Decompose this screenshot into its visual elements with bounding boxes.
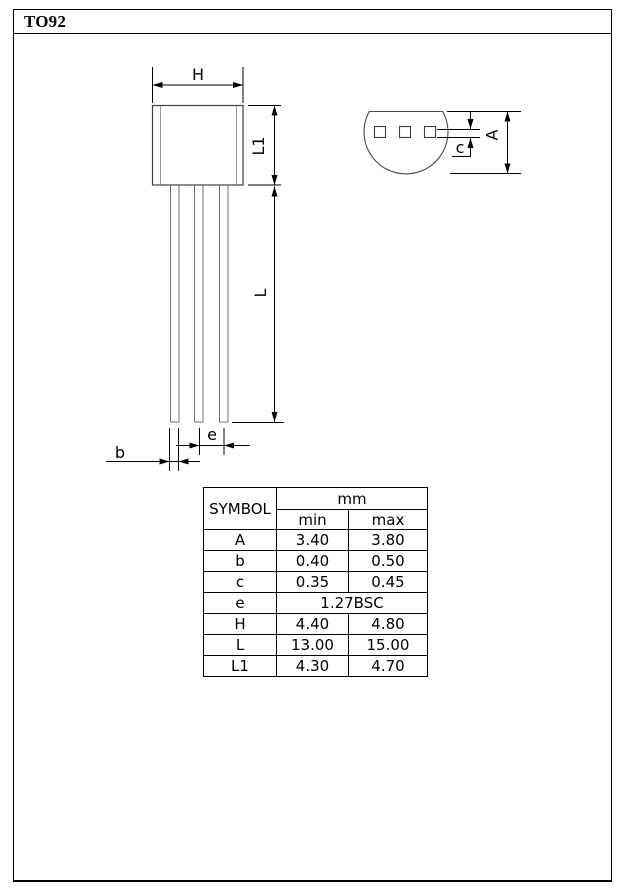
table-row-A xyxy=(204,530,428,551)
lead-1 xyxy=(171,185,180,422)
min-cell: 13.00 xyxy=(277,635,349,656)
c-dimension xyxy=(452,112,471,157)
symbol-cell: H xyxy=(204,614,277,635)
package-body xyxy=(153,106,244,186)
page-title: TO92 xyxy=(24,12,67,31)
h-label: H xyxy=(191,65,205,84)
max-cell: 4.70 xyxy=(349,656,428,677)
front-view xyxy=(106,65,284,471)
b-label: b xyxy=(114,443,126,462)
a-label: A xyxy=(482,129,502,141)
top-view-outline xyxy=(364,112,448,174)
min-cell: 4.40 xyxy=(277,614,349,635)
table-header-max: max xyxy=(349,510,428,530)
lead-cross-section-1 xyxy=(375,127,386,138)
h-dimension xyxy=(153,65,244,103)
lead-3 xyxy=(220,185,229,422)
value-cell: 1.27BSC xyxy=(277,593,428,614)
l-label: L xyxy=(251,288,270,298)
lead-cross-section-2 xyxy=(400,127,411,138)
symbol-cell: L1 xyxy=(204,656,277,677)
table-row-H xyxy=(204,614,428,635)
table-header-unit: mm xyxy=(277,488,428,510)
max-cell: 4.80 xyxy=(349,614,428,635)
symbol-cell: L xyxy=(204,635,277,656)
l1-dimension xyxy=(248,106,281,186)
lead-cross-section-3 xyxy=(425,127,436,138)
c-label: c xyxy=(455,138,465,157)
min-cell: 4.30 xyxy=(277,656,349,677)
table-row-b xyxy=(204,551,428,572)
max-cell: 3.80 xyxy=(349,530,428,551)
table-row-L1 xyxy=(204,656,428,677)
max-cell: 0.50 xyxy=(349,551,428,572)
symbol-cell: b xyxy=(204,551,277,572)
l1-label: L1 xyxy=(249,136,268,156)
max-cell: 0.45 xyxy=(349,572,428,593)
l-dimension xyxy=(232,187,284,423)
table-row-e xyxy=(204,593,428,614)
min-cell: 3.40 xyxy=(277,530,349,551)
table-row-L xyxy=(204,635,428,656)
min-cell: 0.35 xyxy=(277,572,349,593)
symbol-cell: e xyxy=(204,593,277,614)
symbol-cell: A xyxy=(204,530,277,551)
table-row-c xyxy=(204,572,428,593)
e-label: e xyxy=(207,425,217,444)
max-cell: 15.00 xyxy=(349,635,428,656)
top-view xyxy=(364,112,521,174)
e-dimension xyxy=(176,425,250,455)
min-cell: 0.40 xyxy=(277,551,349,572)
b-dimension xyxy=(106,428,200,471)
lead-2 xyxy=(195,185,204,422)
table-header-min: min xyxy=(277,510,349,530)
dimensions-table xyxy=(203,487,428,677)
symbol-cell: c xyxy=(204,572,277,593)
table-header-symbol: SYMBOL xyxy=(204,488,277,530)
